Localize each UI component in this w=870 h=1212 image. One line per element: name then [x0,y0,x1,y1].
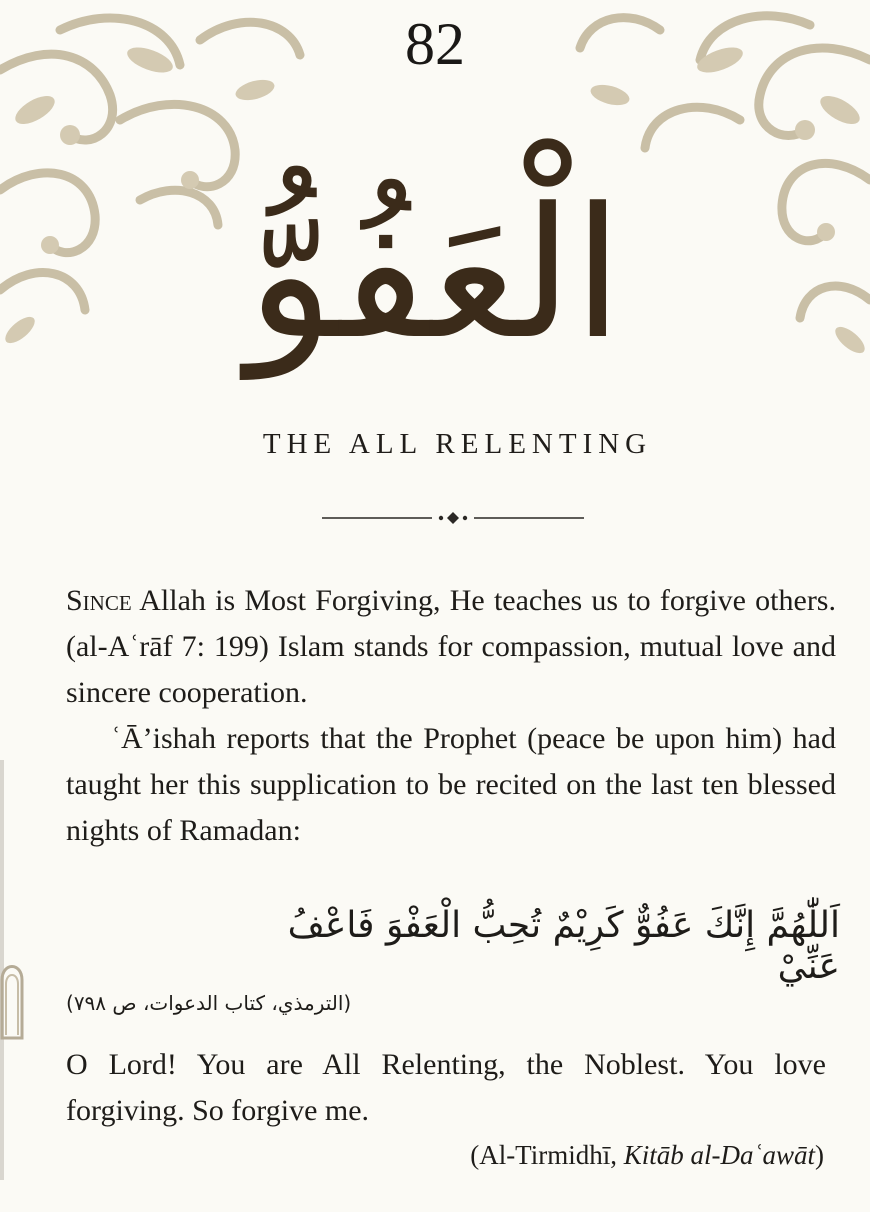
page-number: 82 [405,11,465,77]
arabic-title: الْعَفُوُّ [247,170,623,379]
divider-ornament-icon [322,508,584,528]
citation-author: (Al-Tirmidhī, [470,1140,624,1170]
arabic-reference: (الترمذي، كتاب الدعوات، ص ٧٩٨) [66,991,352,1015]
arabic-supplication: اَللّٰهُمَّ إِنَّكَ عَفُوٌّ كَرِيْمٌ تُحِبُّ الْعَفْوَ فَاعْفُ عَنِّيْ [287,905,840,987]
citation-close: ) [815,1140,824,1170]
lead-word: Since [66,584,132,617]
english-title: THE ALL RELENTING [262,428,653,460]
citation [470,1140,824,1171]
paragraph-1-text: Allah is Most Forgiving, He teaches us to forgive others. (al-Aʿrāf 7: 199) Islam stands for compassion, mutual love and sincere cooperation. [66,584,836,709]
body-text [66,578,836,854]
paragraph-1 [66,578,836,716]
paragraph-2 [66,716,836,854]
arch-ornament-icon [0,950,24,1040]
citation-book: Kitāb al-Daʿawāt [623,1140,815,1170]
translation: O Lord! You are All Relenting, the Noblest. You love forgiving. So forgive me. [66,1048,826,1127]
paragraph-2-text: ʿĀ’ishah reports that the Prophet (peace be upon him) had taught her this supplication to be recited on the last ten blessed nights of Ramadan: [66,722,836,847]
